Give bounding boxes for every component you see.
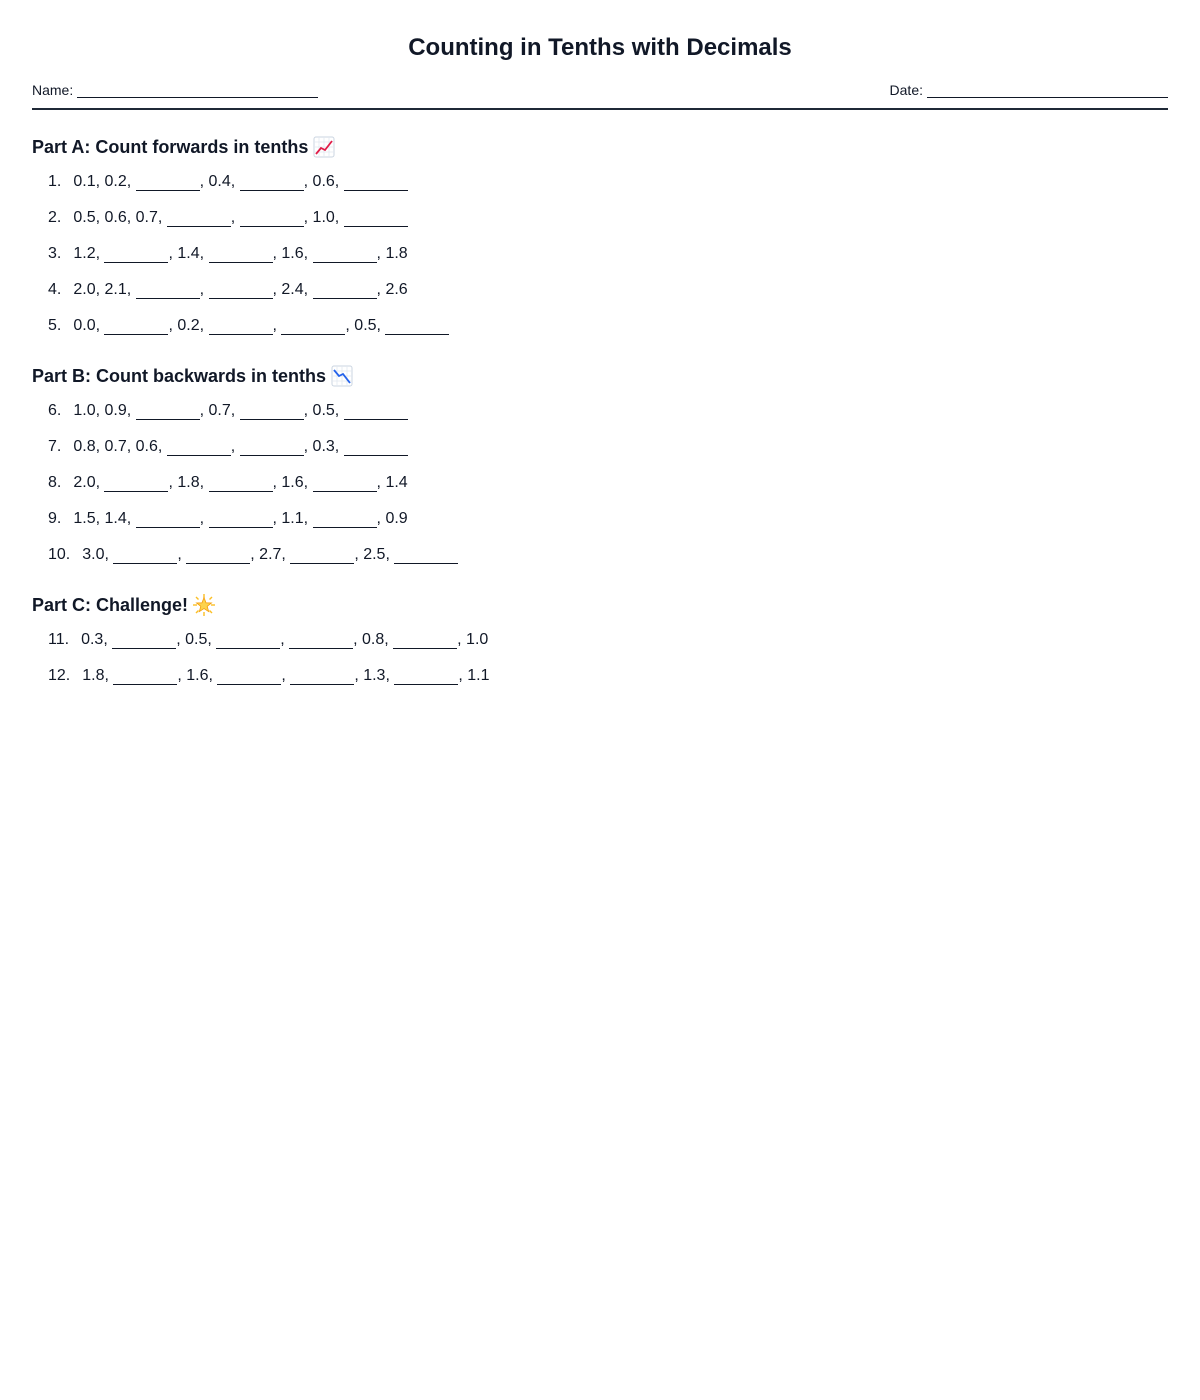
answer-blank[interactable]	[217, 668, 281, 685]
separator-comma: ,	[303, 209, 313, 226]
sequence-number: 2.0	[73, 474, 96, 491]
separator-comma: ,	[176, 631, 186, 648]
answer-blank[interactable]	[113, 547, 177, 564]
answer-blank[interactable]	[186, 547, 250, 564]
separator-comma: ,	[334, 209, 344, 226]
answer-blank[interactable]	[344, 439, 408, 456]
name-field	[32, 82, 318, 98]
sequence-number: 1.6	[186, 667, 209, 684]
section-title-text: Part C: Challenge!	[32, 595, 189, 615]
answer-blank[interactable]	[209, 475, 273, 492]
section-title-text: Part A: Count forwards in tenths	[32, 137, 309, 157]
problem-item	[32, 164, 1168, 200]
separator-comma: ,	[199, 173, 209, 190]
separator-comma: ,	[199, 510, 209, 527]
answer-blank[interactable]	[113, 668, 177, 685]
separator-comma: ,	[303, 402, 313, 419]
separator-comma: ,	[281, 667, 291, 684]
problem-item	[32, 537, 1168, 573]
separator-comma: ,	[272, 317, 282, 334]
answer-blank[interactable]	[136, 403, 200, 420]
separator-comma: ,	[281, 546, 291, 563]
problem-number: 10.	[48, 546, 71, 563]
number-sequence	[73, 402, 407, 420]
problem-item	[32, 465, 1168, 501]
separator-comma: ,	[126, 510, 136, 527]
sequence-number: 0.9	[385, 510, 408, 527]
separator-comma: ,	[208, 667, 218, 684]
number-sequence	[73, 281, 407, 299]
separator-comma: ,	[168, 317, 178, 334]
sequence-number: 0.7	[208, 402, 231, 419]
number-sequence	[73, 438, 407, 456]
problem-number: 12.	[48, 667, 71, 684]
sequence-number: 0.8	[73, 438, 96, 455]
separator-comma: ,	[104, 546, 114, 563]
number-sequence	[81, 631, 488, 649]
separator-comma: ,	[376, 281, 386, 298]
sequence-number: 0.5	[73, 209, 96, 226]
problem-item	[32, 272, 1168, 308]
separator-comma: ,	[376, 474, 386, 491]
number-sequence	[82, 667, 489, 685]
sequence-number: 2.5	[363, 546, 386, 563]
sequence-number: 0.3	[81, 631, 104, 648]
separator-comma: ,	[157, 209, 167, 226]
sequence-number: 1.4	[177, 245, 200, 262]
sequence-number: 0.7	[104, 438, 127, 455]
sequence-number: 1.8	[82, 667, 105, 684]
answer-blank[interactable]	[136, 511, 200, 528]
number-sequence	[73, 173, 407, 191]
separator-comma: ,	[230, 402, 240, 419]
sequence-number: 2.0	[73, 281, 96, 298]
separator-comma: ,	[334, 402, 344, 419]
separator-comma: ,	[126, 438, 136, 455]
number-sequence	[73, 209, 407, 227]
sequence-number: 2.6	[385, 281, 408, 298]
separator-comma: ,	[334, 173, 344, 190]
separator-comma: ,	[376, 317, 386, 334]
separator-comma: ,	[303, 438, 313, 455]
separator-comma: ,	[272, 510, 282, 527]
separator-comma: ,	[272, 281, 282, 298]
sequence-number: 1.5	[73, 510, 96, 527]
separator-comma: ,	[95, 474, 105, 491]
answer-blank[interactable]	[104, 246, 168, 263]
separator-comma: ,	[157, 438, 167, 455]
separator-comma: ,	[207, 631, 217, 648]
sequence-number: 1.8	[385, 245, 408, 262]
separator-comma: ,	[303, 245, 313, 262]
separator-comma: ,	[95, 209, 105, 226]
answer-blank[interactable]	[394, 547, 458, 564]
answer-blank[interactable]	[167, 210, 231, 227]
answer-blank[interactable]	[104, 475, 168, 492]
sequence-number: 0.2	[104, 173, 127, 190]
answer-blank[interactable]	[290, 547, 354, 564]
answer-blank[interactable]	[281, 318, 345, 335]
separator-comma: ,	[199, 402, 209, 419]
sequence-number: 0.5	[312, 402, 335, 419]
sequence-number: 0.4	[208, 173, 231, 190]
sequence-number: 0.6	[104, 209, 127, 226]
sequence-number: 0.0	[73, 317, 96, 334]
problem-item	[32, 622, 1168, 658]
section-part-b	[32, 365, 1168, 573]
answer-blank[interactable]	[209, 282, 273, 299]
sequence-number: 1.3	[363, 667, 386, 684]
separator-comma: ,	[103, 631, 113, 648]
problem-number: 4.	[48, 281, 62, 298]
date-label: Date:	[889, 82, 923, 98]
answer-blank[interactable]	[112, 632, 176, 649]
separator-comma: ,	[354, 546, 364, 563]
answer-blank[interactable]	[104, 318, 168, 335]
section-title-text: Part B: Count backwards in tenths	[32, 366, 327, 386]
sequence-number: 0.8	[362, 631, 385, 648]
separator-comma: ,	[230, 209, 240, 226]
problem-item	[32, 308, 1168, 344]
separator-comma: ,	[385, 546, 395, 563]
separator-comma: ,	[353, 631, 363, 648]
separator-comma: ,	[280, 631, 290, 648]
sequence-number: 0.2	[177, 317, 200, 334]
problem-item	[32, 658, 1168, 694]
star-icon	[193, 594, 215, 616]
separator-comma: ,	[199, 281, 209, 298]
separator-comma: ,	[95, 438, 105, 455]
answer-blank[interactable]	[216, 632, 280, 649]
sequence-number: 1.4	[385, 474, 408, 491]
section-part-c	[32, 594, 1168, 694]
separator-comma: ,	[126, 402, 136, 419]
sequence-number: 2.4	[281, 281, 304, 298]
separator-comma: ,	[376, 510, 386, 527]
answer-blank[interactable]	[393, 632, 457, 649]
problem-list	[32, 622, 1168, 694]
answer-blank[interactable]	[313, 282, 377, 299]
sequence-number: 1.0	[312, 209, 335, 226]
answer-blank[interactable]	[289, 632, 353, 649]
answer-blank[interactable]	[290, 668, 354, 685]
date-field	[890, 82, 1168, 98]
number-sequence	[73, 245, 407, 263]
answer-blank[interactable]	[136, 282, 200, 299]
sequence-number: 0.1	[73, 173, 96, 190]
problem-number: 8.	[48, 474, 62, 491]
separator-comma: ,	[199, 474, 209, 491]
sequence-number: 1.0	[466, 631, 489, 648]
sequence-number: 3.0	[82, 546, 105, 563]
problem-item	[32, 393, 1168, 429]
problem-number: 5.	[48, 317, 62, 334]
separator-comma: ,	[230, 173, 240, 190]
answer-blank[interactable]	[209, 318, 273, 335]
separator-comma: ,	[95, 245, 105, 262]
number-sequence	[73, 474, 407, 492]
separator-comma: ,	[384, 631, 394, 648]
date-blank-line[interactable]	[927, 83, 1168, 98]
problem-number: 9.	[48, 510, 62, 527]
answer-blank[interactable]	[240, 174, 304, 191]
problem-item	[32, 200, 1168, 236]
sequence-number: 1.0	[73, 402, 96, 419]
answer-blank[interactable]	[167, 439, 231, 456]
chart-decreasing-icon	[331, 365, 353, 387]
separator-comma: ,	[95, 317, 105, 334]
sequence-number: 1.6	[281, 474, 304, 491]
answer-blank[interactable]	[394, 668, 458, 685]
answer-blank[interactable]	[209, 246, 273, 263]
page-title: Counting in Tenths with Decimals	[408, 34, 792, 61]
problem-number: 1.	[48, 173, 62, 190]
answer-blank[interactable]	[240, 439, 304, 456]
separator-comma: ,	[177, 667, 187, 684]
separator-comma: ,	[458, 667, 468, 684]
separator-comma: ,	[168, 245, 178, 262]
sequence-number: 1.1	[467, 667, 490, 684]
answer-blank[interactable]	[344, 210, 408, 227]
problem-list	[32, 164, 1168, 344]
number-sequence	[73, 317, 449, 335]
problem-number: 11.	[48, 631, 70, 648]
problem-number: 2.	[48, 209, 62, 226]
separator-comma: ,	[303, 173, 313, 190]
separator-comma: ,	[272, 245, 282, 262]
answer-blank[interactable]	[313, 475, 377, 492]
chart-increasing-icon	[313, 136, 335, 158]
answer-blank[interactable]	[209, 511, 273, 528]
separator-comma: ,	[385, 667, 395, 684]
name-label: Name:	[32, 82, 74, 98]
separator-comma: ,	[126, 209, 136, 226]
separator-comma: ,	[95, 281, 105, 298]
sequence-number: 1.4	[104, 510, 127, 527]
sequence-number: 0.5	[354, 317, 377, 334]
separator-comma: ,	[168, 474, 178, 491]
name-blank-line[interactable]	[77, 83, 318, 98]
answer-blank[interactable]	[313, 511, 377, 528]
number-sequence	[82, 546, 458, 564]
separator-comma: ,	[272, 474, 282, 491]
separator-comma: ,	[250, 546, 260, 563]
sequence-number: 0.6	[135, 438, 158, 455]
problem-item	[32, 429, 1168, 465]
sequence-number: 1.2	[73, 245, 96, 262]
answer-blank[interactable]	[240, 403, 304, 420]
sequence-number: 1.1	[281, 510, 304, 527]
worksheet-page	[32, 0, 1168, 694]
separator-comma: ,	[354, 667, 364, 684]
separator-comma: ,	[457, 631, 467, 648]
separator-comma: ,	[126, 281, 136, 298]
sequence-number: 1.6	[281, 245, 304, 262]
problem-item	[32, 501, 1168, 537]
section-title	[32, 365, 1168, 387]
section-title	[32, 136, 1168, 158]
answer-blank[interactable]	[344, 403, 408, 420]
number-sequence	[73, 510, 407, 528]
sequence-number: 0.9	[104, 402, 127, 419]
separator-comma: ,	[199, 245, 209, 262]
answer-blank[interactable]	[313, 246, 377, 263]
student-info-row	[32, 82, 1168, 110]
sequence-number: 0.3	[312, 438, 335, 455]
sequence-number: 0.7	[135, 209, 158, 226]
problem-number: 7.	[48, 438, 62, 455]
problem-item	[32, 236, 1168, 272]
separator-comma: ,	[95, 173, 105, 190]
answer-blank[interactable]	[344, 174, 408, 191]
sequence-number: 2.7	[259, 546, 282, 563]
separator-comma: ,	[303, 510, 313, 527]
separator-comma: ,	[303, 281, 313, 298]
answer-blank[interactable]	[240, 210, 304, 227]
section-title	[32, 594, 1168, 616]
problem-list	[32, 393, 1168, 573]
separator-comma: ,	[334, 438, 344, 455]
separator-comma: ,	[345, 317, 355, 334]
sequence-number: 0.6	[312, 173, 335, 190]
separator-comma: ,	[177, 546, 187, 563]
separator-comma: ,	[303, 474, 313, 491]
answer-blank[interactable]	[385, 318, 449, 335]
problem-number: 3.	[48, 245, 62, 262]
sequence-number: 0.5	[185, 631, 208, 648]
separator-comma: ,	[95, 402, 105, 419]
separator-comma: ,	[104, 667, 114, 684]
problem-number: 6.	[48, 402, 62, 419]
sequence-number: 2.1	[104, 281, 127, 298]
separator-comma: ,	[230, 438, 240, 455]
sequence-number: 1.8	[177, 474, 200, 491]
separator-comma: ,	[95, 510, 105, 527]
answer-blank[interactable]	[136, 174, 200, 191]
separator-comma: ,	[126, 173, 136, 190]
section-part-a	[32, 136, 1168, 344]
separator-comma: ,	[376, 245, 386, 262]
separator-comma: ,	[199, 317, 209, 334]
